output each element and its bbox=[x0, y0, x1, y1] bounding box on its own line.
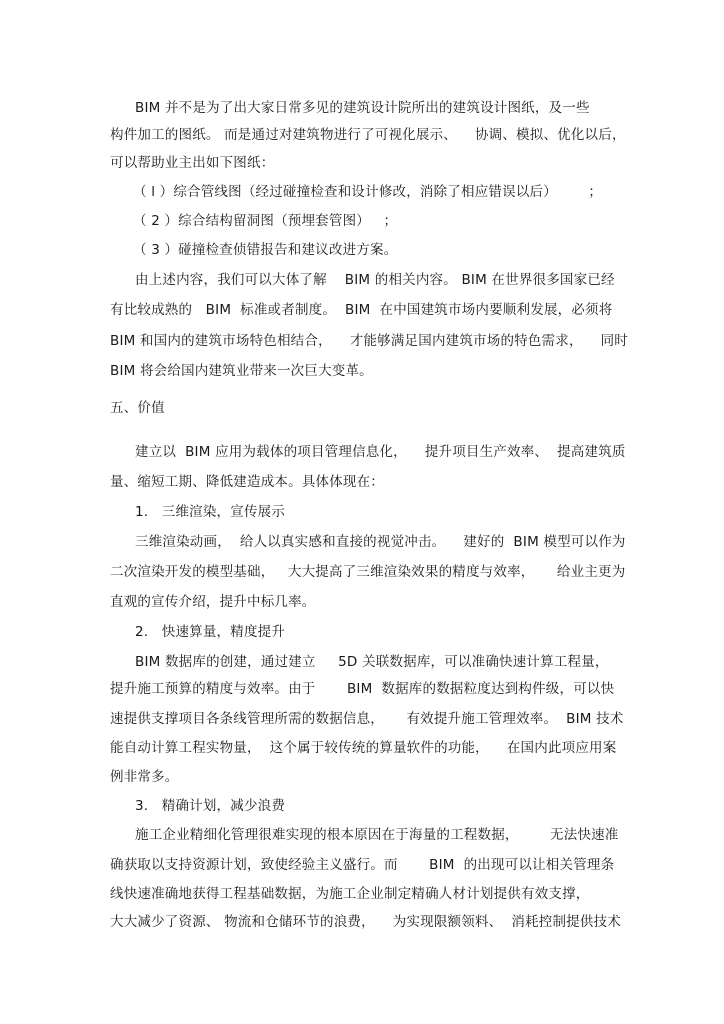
paragraph-line: 二次渲染开发的模型基础， 大大提高了三维渲染效果的精度与效率， 给业主更为 bbox=[110, 564, 626, 580]
paragraph-line: 构件加工的图纸。 而是通过对建筑物进行了可视化展示、 协调、模拟、优化以后， bbox=[110, 127, 626, 143]
paragraph-line: 可以帮助业主出如下图纸： bbox=[110, 155, 275, 171]
paragraph-line: 确获取以支持资源计划，致使经验主义盛行。而 BIM 的出现可以让相关管理条 bbox=[110, 857, 615, 873]
paragraph-line: 能自动计算工程实物量， 这个属于较传统的算量软件的功能， 在国内此项应用案 bbox=[110, 740, 617, 756]
subheading: 3. 精确计划，减少浪费 bbox=[135, 798, 286, 814]
paragraph-line: BIM 并不是为了出大家日常多见的建筑设计院所出的建筑设计图纸，及一些 bbox=[135, 100, 590, 116]
paragraph-line: 有比较成熟的 BIM 标准或者制度。 BIM 在中国建筑市场内要顺利发展，必须将 bbox=[110, 302, 613, 318]
list-item: （ l ）综合管线图（经过碰撞检查和设计修改，消除了相应错误以后） ； bbox=[133, 184, 603, 200]
paragraph-line: 直观的宣传介绍，提升中标几率。 bbox=[110, 594, 316, 610]
paragraph-line: BIM 将会给国内建筑业带来一次巨大变革。 bbox=[110, 363, 373, 379]
paragraph-line: BIM 和国内的建筑市场特色相结合， 才能够满足国内建筑市场的特色需求， 同时 bbox=[110, 333, 629, 349]
paragraph-line: 量、缩短工期、降低建造成本。具体体现在： bbox=[110, 474, 384, 490]
paragraph-line: BIM 数据库的创建，通过建立 5D 关联数据库，可以准确快速计算工程量， bbox=[135, 654, 609, 670]
paragraph-line: 由上述内容，我们可以大体了解 BIM 的相关内容。 BIM 在世界很多国家已经 bbox=[135, 272, 615, 288]
section-heading: 五、价值 bbox=[110, 400, 165, 416]
paragraph-line: 提升施工预算的精度与效率。由于 BIM 数据库的数据粒度达到构件级，可以快 bbox=[110, 681, 615, 697]
subheading: 2. 快速算量，精度提升 bbox=[135, 624, 286, 640]
paragraph-line: 大大减少了资源、 物流和仓储环节的浪费， 为实现限额领料、 消耗控制提供技术 bbox=[110, 914, 621, 930]
subheading: 1. 三维渲染，宣传展示 bbox=[135, 504, 286, 520]
list-item: （ 2 ）综合结构留洞图（预埋套管图） ； bbox=[133, 213, 398, 229]
list-item: （ 3 ）碰撞检查侦错报告和建议改进方案。 bbox=[133, 242, 398, 258]
paragraph-line: 三维渲染动画， 给人以真实感和直接的视觉冲击。 建好的 BIM 模型可以作为 bbox=[135, 534, 626, 550]
paragraph-line: 施工企业精细化管理很难实现的根本原因在于海量的工程数据， 无法快速准 bbox=[135, 827, 619, 843]
paragraph-line: 线快速准确地获得工程基础数据，为施工企业制定精确人材计划提供有效支撑， bbox=[110, 886, 590, 902]
paragraph-line: 速提供支撑项目各条线管理所需的数据信息， 有效提升施工管理效率。 BIM 技术 bbox=[110, 711, 624, 727]
paragraph-line: 建立以 BIM 应用为载体的项目管理信息化， 提升项目生产效率、 提高建筑质 bbox=[135, 444, 626, 460]
paragraph-line: 例非常多。 bbox=[110, 769, 179, 785]
